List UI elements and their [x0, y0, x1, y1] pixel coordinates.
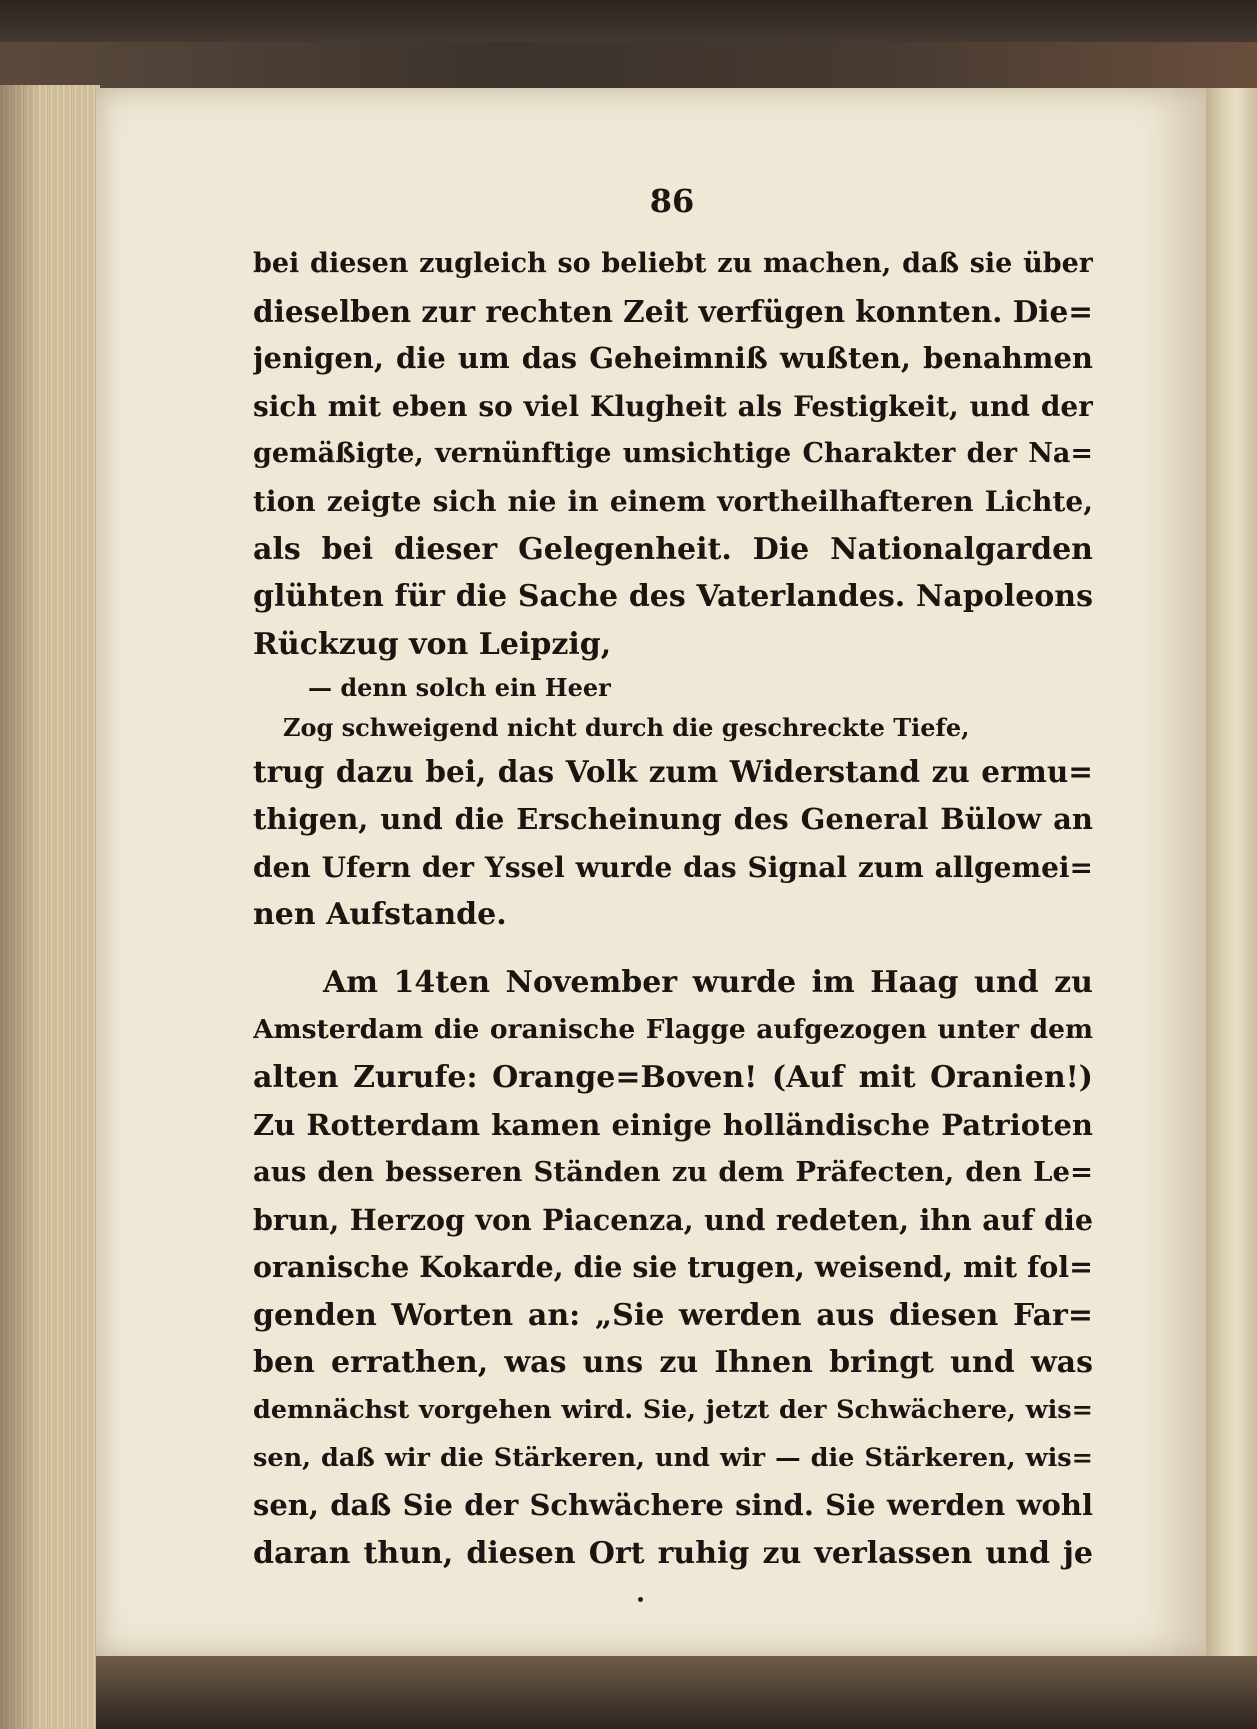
text-line: sich mit eben so viel Klugheit als Festigkeit, und der — [253, 389, 1093, 423]
text-line: als bei dieser Gelegenheit. Die Nationalgarden — [253, 531, 1093, 567]
text-line: Rückzug von Leipzig, — [253, 626, 612, 662]
text-line: glühten für die Sache des Vaterlandes. Napoleons — [253, 579, 1093, 615]
text-line: Amsterdam die oranische Flagge aufgezogen unter dem — [253, 1014, 1093, 1046]
text-line: thigen, und die Erscheinung des General Bülow an — [253, 801, 1093, 836]
ink-speck — [638, 1597, 643, 1602]
text-line: daran thun, diesen Ort ruhig zu verlassen und je — [253, 1535, 1093, 1571]
text-line: jenigen, die um das Geheimniß wußten, benahmen — [253, 341, 1093, 376]
text-line: demnächst vorgehen wird. Sie, jetzt der Schwächere, wis= — [253, 1395, 1093, 1426]
page-number: 86 — [649, 182, 695, 220]
verse-quote-line: — denn solch ein Heer — [308, 673, 611, 703]
text-line: ben errathen, was uns zu Ihnen bringt und was — [253, 1345, 1093, 1381]
text-line: Am 14ten November wurde im Haag und zu — [323, 964, 1093, 1000]
text-line: sen, daß Sie der Schwächere sind. Sie werden wohl — [253, 1488, 1093, 1523]
text-line: bei diesen zugleich so beliebt zu machen, daß sie über — [253, 248, 1093, 279]
text-line: trug dazu bei, das Volk zum Widerstand zu ermu= — [253, 754, 1093, 790]
page-stack-shadow — [0, 85, 40, 1729]
text-line: brun, Herzog von Piacenza, und redeten, ihn auf die — [253, 1202, 1093, 1237]
text-line: oranische Kokarde, die sie trugen, weisend, mit fol= — [253, 1250, 1093, 1285]
page-stack-right — [1206, 88, 1257, 1656]
book-cover-board — [0, 42, 1257, 92]
paragraph-gap — [253, 939, 1093, 959]
text-line: nen Aufstande. — [253, 897, 507, 933]
text-line: den Ufern der Yssel wurde das Signal zum allgemei= — [253, 850, 1093, 884]
verse-quote-line: Zog schweigend nicht durch die geschreckte Tiefe, — [283, 713, 970, 743]
text-line: Zu Rotterdam kamen einige holländische Patrioten — [253, 1107, 1093, 1142]
text-line: genden Worten an: „Sie werden aus diesen Far= — [253, 1297, 1093, 1333]
book-bottom-edge — [96, 1656, 1257, 1729]
text-line: gemäßigte, vernünftige umsichtige Charakter der Na= — [253, 438, 1093, 470]
text-line: dieselben zur rechten Zeit verfügen konnten. Die= — [253, 293, 1093, 329]
text-line: tion zeigte sich nie in einem vortheilhafteren Lichte, — [253, 484, 1093, 518]
text-line: aus den besseren Ständen zu dem Präfecten, den Le= — [253, 1156, 1093, 1189]
page-text — [253, 240, 1093, 1577]
text-line: sen, daß wir die Stärkeren, und wir — die Stärkeren, wis= — [253, 1442, 1093, 1473]
text-line: alten Zurufe: Orange=Boven! (Auf mit Oranien!) — [253, 1059, 1093, 1095]
